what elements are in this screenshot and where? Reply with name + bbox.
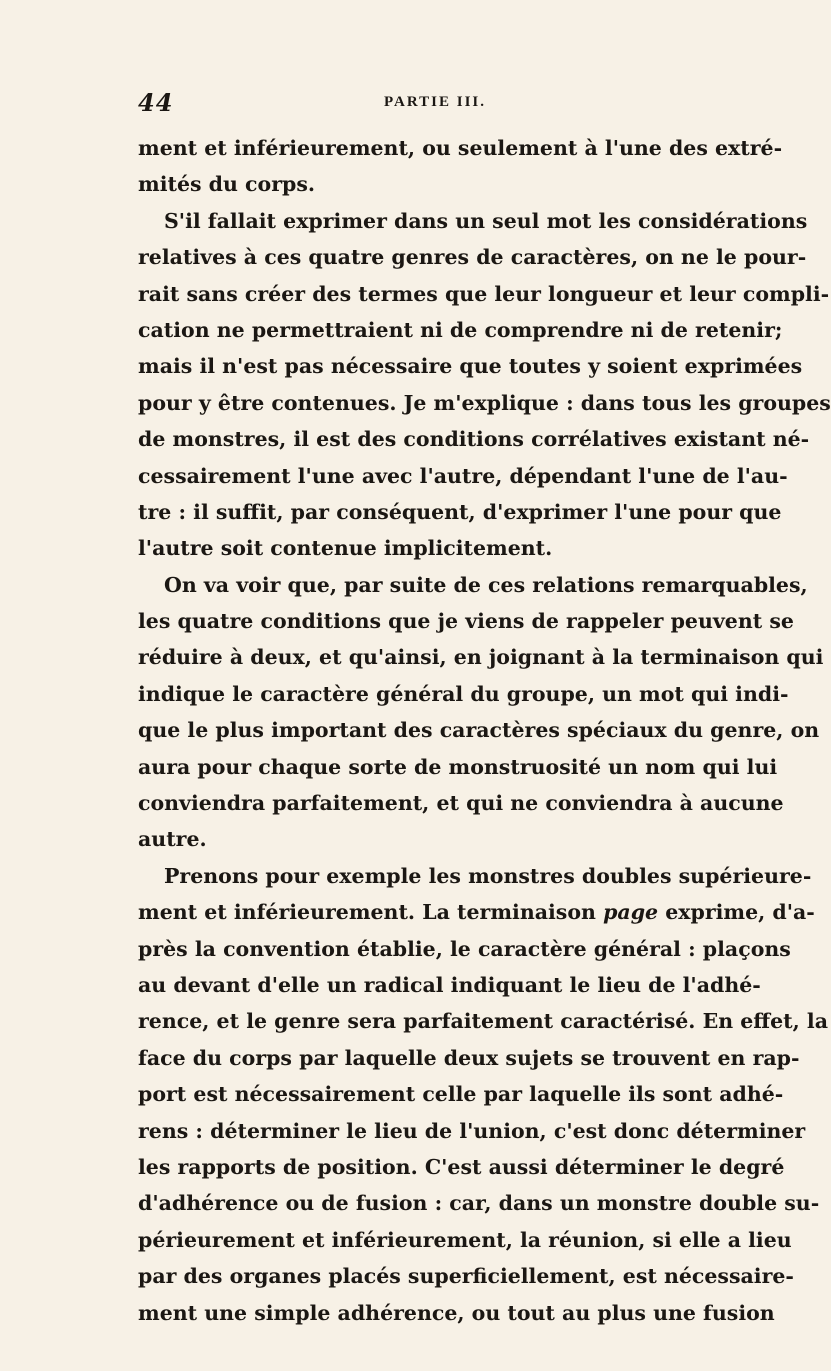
text-line: S'il fallait exprimer dans un seul mot les considérations xyxy=(164,208,808,233)
text-line: relatives à ces quatre genres de caractères, on ne le pour- xyxy=(138,245,807,270)
text-line: rait sans créer des termes que leur longueur et leur compli- xyxy=(138,281,830,306)
text-line: les quatre conditions que je viens de rappeler peuvent se xyxy=(138,609,794,634)
text-line: ment une simple adhérence, ou tout au plus une fusion xyxy=(138,1300,775,1325)
text-line: pour y être contenues. Je m'explique : dans tous les groupes xyxy=(138,390,831,415)
text-line: périeurement et inférieurement, la réunion, si elle a lieu xyxy=(138,1227,792,1252)
page-number: 44 xyxy=(138,88,174,117)
text-line: rence, et le genre sera parfaitement caractérisé. En effet, la xyxy=(138,1009,828,1034)
text-line: Prenons pour exemple les monstres doubles supérieure- xyxy=(164,863,812,888)
text-line: rens : déterminer le lieu de l'union, c'est donc déterminer xyxy=(138,1118,806,1143)
text-line: port est nécessairement celle par laquelle ils sont adhé- xyxy=(138,1082,784,1107)
text-line: de monstres, il est des conditions corrélatives existant né- xyxy=(138,427,810,452)
text-line: face du corps par laquelle deux sujets se trouvent en rap- xyxy=(138,1045,800,1070)
text-line: cessairement l'une avec l'autre, dépendant l'une de l'au- xyxy=(138,463,788,488)
text-line: aura pour chaque sorte de monstruosité un nom qui lui xyxy=(138,754,778,779)
text-line: mités du corps. xyxy=(138,172,316,197)
text-line: indique le caractère général du groupe, un mot qui indi- xyxy=(138,681,789,706)
page-header xyxy=(138,88,732,118)
body-text xyxy=(138,130,831,1331)
text-line: réduire à deux, et qu'ainsi, en joignant à la terminaison qui xyxy=(138,645,824,670)
text-line: les rapports de position. C'est aussi déterminer le degré xyxy=(138,1154,785,1179)
italic-term: page xyxy=(603,900,659,925)
text-line: On va voir que, par suite de ces relations remarquables, xyxy=(164,572,808,597)
text-line: ment et inférieurement, ou seulement à l'une des extré- xyxy=(138,136,783,160)
text-line: cation ne permettraient ni de comprendre ni de retenir; xyxy=(138,317,783,342)
text-line: d'adhérence ou de fusion : car, dans un monstre double su- xyxy=(138,1191,820,1216)
text-line: autre. xyxy=(138,827,207,852)
text-line: que le plus important des caractères spéciaux du genre, on xyxy=(138,718,820,743)
text-line: l'autre soit contenue implicitement. xyxy=(138,536,553,561)
text-line: conviendra parfaitement, et qui ne conviendra à aucune xyxy=(138,791,784,816)
text-line: près la convention établie, le caractère général : plaçons xyxy=(138,936,791,961)
text-line: mais il n'est pas nécessaire que toutes y soient exprimées xyxy=(138,354,803,379)
text-line: au devant d'elle un radical indiquant le lieu de l'adhé- xyxy=(138,972,761,997)
text-line: tre : il suffit, par conséquent, d'exprimer l'une pour que xyxy=(138,499,782,524)
text-line: par des organes placés superficiellement, est nécessaire- xyxy=(138,1264,794,1289)
running-head: PARTIE III. xyxy=(383,94,487,110)
text-line: ment et inférieurement. La terminaison page exprime, d'a- xyxy=(138,900,815,925)
